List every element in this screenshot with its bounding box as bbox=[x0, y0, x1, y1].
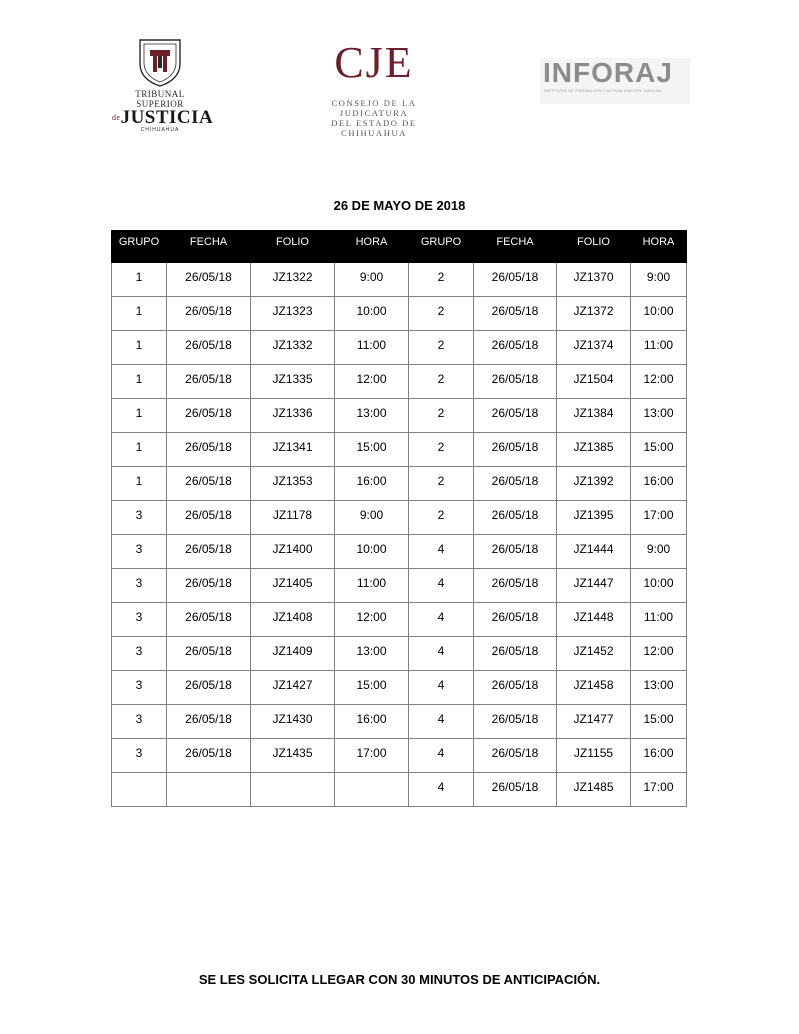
table-cell: 10:00 bbox=[631, 297, 687, 331]
table-cell: 26/05/18 bbox=[167, 365, 251, 399]
table-cell: JZ1336 bbox=[251, 399, 335, 433]
column-header: HORA bbox=[631, 231, 687, 263]
document-title: 26 DE MAYO DE 2018 bbox=[333, 198, 466, 213]
table-cell: 16:00 bbox=[631, 739, 687, 773]
column-header: FECHA bbox=[167, 231, 251, 263]
table-cell: 26/05/18 bbox=[167, 739, 251, 773]
table-cell: 26/05/18 bbox=[167, 535, 251, 569]
table-cell: JZ1332 bbox=[251, 331, 335, 365]
table-cell: 3 bbox=[112, 705, 167, 739]
tsj-de: de bbox=[112, 113, 121, 122]
table-cell: JZ1430 bbox=[251, 705, 335, 739]
inforaj-mark: INFORAJ bbox=[543, 57, 673, 88]
table-cell: 2 bbox=[409, 433, 474, 467]
table-cell: 17:00 bbox=[631, 773, 687, 807]
table-row bbox=[112, 467, 687, 501]
table-cell: 26/05/18 bbox=[474, 263, 557, 297]
table-cell bbox=[335, 773, 409, 807]
table-cell: 15:00 bbox=[631, 433, 687, 467]
table-cell: JZ1400 bbox=[251, 535, 335, 569]
table-cell: 4 bbox=[409, 569, 474, 603]
table-cell: 26/05/18 bbox=[474, 297, 557, 331]
table-row bbox=[112, 739, 687, 773]
table-cell: 1 bbox=[112, 467, 167, 501]
table-cell: JZ1384 bbox=[557, 399, 631, 433]
table-cell: JZ1452 bbox=[557, 637, 631, 671]
table-cell: 26/05/18 bbox=[167, 331, 251, 365]
cje-mark: CJE bbox=[334, 38, 414, 87]
table-cell: 2 bbox=[409, 501, 474, 535]
table-cell: 10:00 bbox=[631, 569, 687, 603]
table-cell: 26/05/18 bbox=[474, 501, 557, 535]
table-cell: 12:00 bbox=[335, 603, 409, 637]
table-cell: 4 bbox=[409, 637, 474, 671]
table-cell: JZ1155 bbox=[557, 739, 631, 773]
table-body bbox=[112, 263, 687, 807]
table-cell: 4 bbox=[409, 671, 474, 705]
table-cell: 3 bbox=[112, 535, 167, 569]
table-cell: 1 bbox=[112, 297, 167, 331]
table-row bbox=[112, 331, 687, 365]
table-cell: 13:00 bbox=[335, 637, 409, 671]
table-cell: 1 bbox=[112, 263, 167, 297]
table-cell: 2 bbox=[409, 399, 474, 433]
table-row bbox=[112, 365, 687, 399]
table-cell: JZ1477 bbox=[557, 705, 631, 739]
table-cell: 13:00 bbox=[335, 399, 409, 433]
table-cell: 12:00 bbox=[631, 637, 687, 671]
table-cell: JZ1353 bbox=[251, 467, 335, 501]
table-cell bbox=[112, 773, 167, 807]
table-cell: 4 bbox=[409, 773, 474, 807]
table-cell: 4 bbox=[409, 705, 474, 739]
table-cell: 2 bbox=[409, 331, 474, 365]
table-cell: 3 bbox=[112, 671, 167, 705]
table-cell: 26/05/18 bbox=[167, 569, 251, 603]
table-cell: JZ1444 bbox=[557, 535, 631, 569]
table-cell: 4 bbox=[409, 535, 474, 569]
table-cell: 11:00 bbox=[335, 569, 409, 603]
table-cell: 26/05/18 bbox=[167, 433, 251, 467]
table-cell: 16:00 bbox=[335, 467, 409, 501]
table-row bbox=[112, 535, 687, 569]
column-header: FOLIO bbox=[557, 231, 631, 263]
table-cell: 26/05/18 bbox=[474, 739, 557, 773]
table-cell: JZ1323 bbox=[251, 297, 335, 331]
table-cell: 26/05/18 bbox=[167, 705, 251, 739]
table-cell: 9:00 bbox=[335, 263, 409, 297]
table-cell: 16:00 bbox=[631, 467, 687, 501]
table-cell: 11:00 bbox=[631, 603, 687, 637]
table-cell: 12:00 bbox=[335, 365, 409, 399]
table-cell: 4 bbox=[409, 603, 474, 637]
table-cell: JZ1322 bbox=[251, 263, 335, 297]
table-cell: 26/05/18 bbox=[474, 331, 557, 365]
table-cell: 26/05/18 bbox=[167, 671, 251, 705]
table-cell: 26/05/18 bbox=[167, 603, 251, 637]
table-cell: 26/05/18 bbox=[474, 705, 557, 739]
table-row bbox=[112, 501, 687, 535]
table-cell: 3 bbox=[112, 739, 167, 773]
table-cell: 2 bbox=[409, 365, 474, 399]
inforaj-logo bbox=[540, 58, 690, 104]
table-cell: 12:00 bbox=[631, 365, 687, 399]
table-cell: 4 bbox=[409, 739, 474, 773]
table-cell: JZ1335 bbox=[251, 365, 335, 399]
table-cell: 2 bbox=[409, 467, 474, 501]
table-cell: JZ1370 bbox=[557, 263, 631, 297]
table-cell: 26/05/18 bbox=[474, 603, 557, 637]
table-cell: 26/05/18 bbox=[474, 467, 557, 501]
table-cell: 26/05/18 bbox=[167, 467, 251, 501]
table-cell: 16:00 bbox=[335, 705, 409, 739]
cje-line1: CONSEJO DE LA JUDICATURA bbox=[331, 98, 417, 118]
tsj-line2 bbox=[112, 107, 214, 128]
tsj-line3: CHIHUAHUA bbox=[140, 127, 180, 133]
table-cell: 2 bbox=[409, 263, 474, 297]
table-cell: 3 bbox=[112, 501, 167, 535]
table-cell: JZ1427 bbox=[251, 671, 335, 705]
table-cell: 17:00 bbox=[631, 501, 687, 535]
table-row bbox=[112, 773, 687, 807]
table-cell: JZ1458 bbox=[557, 671, 631, 705]
table-cell: 26/05/18 bbox=[474, 671, 557, 705]
table-cell: 3 bbox=[112, 569, 167, 603]
table-cell bbox=[251, 773, 335, 807]
table-cell: 17:00 bbox=[335, 739, 409, 773]
table-cell: 26/05/18 bbox=[167, 297, 251, 331]
table-row bbox=[112, 297, 687, 331]
table-cell: 15:00 bbox=[335, 433, 409, 467]
table-cell: 13:00 bbox=[631, 399, 687, 433]
table-cell: 26/05/18 bbox=[474, 535, 557, 569]
table-cell: 1 bbox=[112, 399, 167, 433]
table-cell: 26/05/18 bbox=[474, 637, 557, 671]
table-cell: JZ1447 bbox=[557, 569, 631, 603]
tsj-logo bbox=[112, 36, 214, 133]
table-cell: 1 bbox=[112, 331, 167, 365]
table-cell: 9:00 bbox=[631, 263, 687, 297]
table-cell: 15:00 bbox=[335, 671, 409, 705]
column-header: GRUPO bbox=[112, 231, 167, 263]
table-cell: 10:00 bbox=[335, 297, 409, 331]
inforaj-sub: INSTITUTO DE FORMACIÓN Y ACTUALIZACIÓN JUDICIAL bbox=[544, 88, 663, 93]
table-cell: 13:00 bbox=[631, 671, 687, 705]
table-cell: 26/05/18 bbox=[167, 501, 251, 535]
schedule-table bbox=[111, 230, 687, 807]
table-cell: JZ1395 bbox=[557, 501, 631, 535]
table-cell: 15:00 bbox=[631, 705, 687, 739]
table-cell: JZ1385 bbox=[557, 433, 631, 467]
table-cell: 3 bbox=[112, 603, 167, 637]
table-row bbox=[112, 399, 687, 433]
table-cell: JZ1409 bbox=[251, 637, 335, 671]
column-header: FECHA bbox=[474, 231, 557, 263]
table-cell: JZ1374 bbox=[557, 331, 631, 365]
table-cell: JZ1372 bbox=[557, 297, 631, 331]
table-cell: 1 bbox=[112, 433, 167, 467]
table-cell: JZ1341 bbox=[251, 433, 335, 467]
table-cell: 10:00 bbox=[335, 535, 409, 569]
column-header: GRUPO bbox=[409, 231, 474, 263]
column-header: FOLIO bbox=[251, 231, 335, 263]
table-cell: JZ1504 bbox=[557, 365, 631, 399]
table-row bbox=[112, 671, 687, 705]
table-cell: JZ1392 bbox=[557, 467, 631, 501]
table-row bbox=[112, 433, 687, 467]
table-cell: 9:00 bbox=[335, 501, 409, 535]
table-row bbox=[112, 603, 687, 637]
tsj-seal-icon bbox=[134, 36, 186, 88]
table-cell: 26/05/18 bbox=[474, 569, 557, 603]
table-cell: 1 bbox=[112, 365, 167, 399]
table-cell: 26/05/18 bbox=[167, 637, 251, 671]
table-cell: JZ1435 bbox=[251, 739, 335, 773]
table-cell: 3 bbox=[112, 637, 167, 671]
table-cell: JZ1405 bbox=[251, 569, 335, 603]
table-cell: 11:00 bbox=[335, 331, 409, 365]
table-cell: JZ1485 bbox=[557, 773, 631, 807]
table-row bbox=[112, 569, 687, 603]
table-row bbox=[112, 263, 687, 297]
tsj-line1: TRIBUNAL SUPERIOR bbox=[135, 89, 185, 109]
cje-logo bbox=[300, 40, 448, 138]
table-cell: 26/05/18 bbox=[474, 365, 557, 399]
table-cell: JZ1448 bbox=[557, 603, 631, 637]
footer-note: SE LES SOLICITA LLEGAR CON 30 MINUTOS DE ANTICIPACIÓN. bbox=[198, 972, 601, 987]
table-cell bbox=[167, 773, 251, 807]
table-cell: 26/05/18 bbox=[474, 399, 557, 433]
tsj-justicia: JUSTICIA bbox=[120, 107, 214, 128]
table-row bbox=[112, 705, 687, 739]
table-cell: 26/05/18 bbox=[167, 399, 251, 433]
table-cell: 26/05/18 bbox=[474, 433, 557, 467]
column-header: HORA bbox=[335, 231, 409, 263]
table-cell: 26/05/18 bbox=[474, 773, 557, 807]
table-cell: 9:00 bbox=[631, 535, 687, 569]
table-cell: 11:00 bbox=[631, 331, 687, 365]
table-cell: JZ1178 bbox=[251, 501, 335, 535]
cje-line2: DEL ESTADO DE CHIHUAHUA bbox=[331, 118, 417, 138]
table-cell: 2 bbox=[409, 297, 474, 331]
table-row bbox=[112, 637, 687, 671]
table-cell: JZ1408 bbox=[251, 603, 335, 637]
table-cell: 26/05/18 bbox=[167, 263, 251, 297]
table-header-row bbox=[112, 231, 687, 263]
